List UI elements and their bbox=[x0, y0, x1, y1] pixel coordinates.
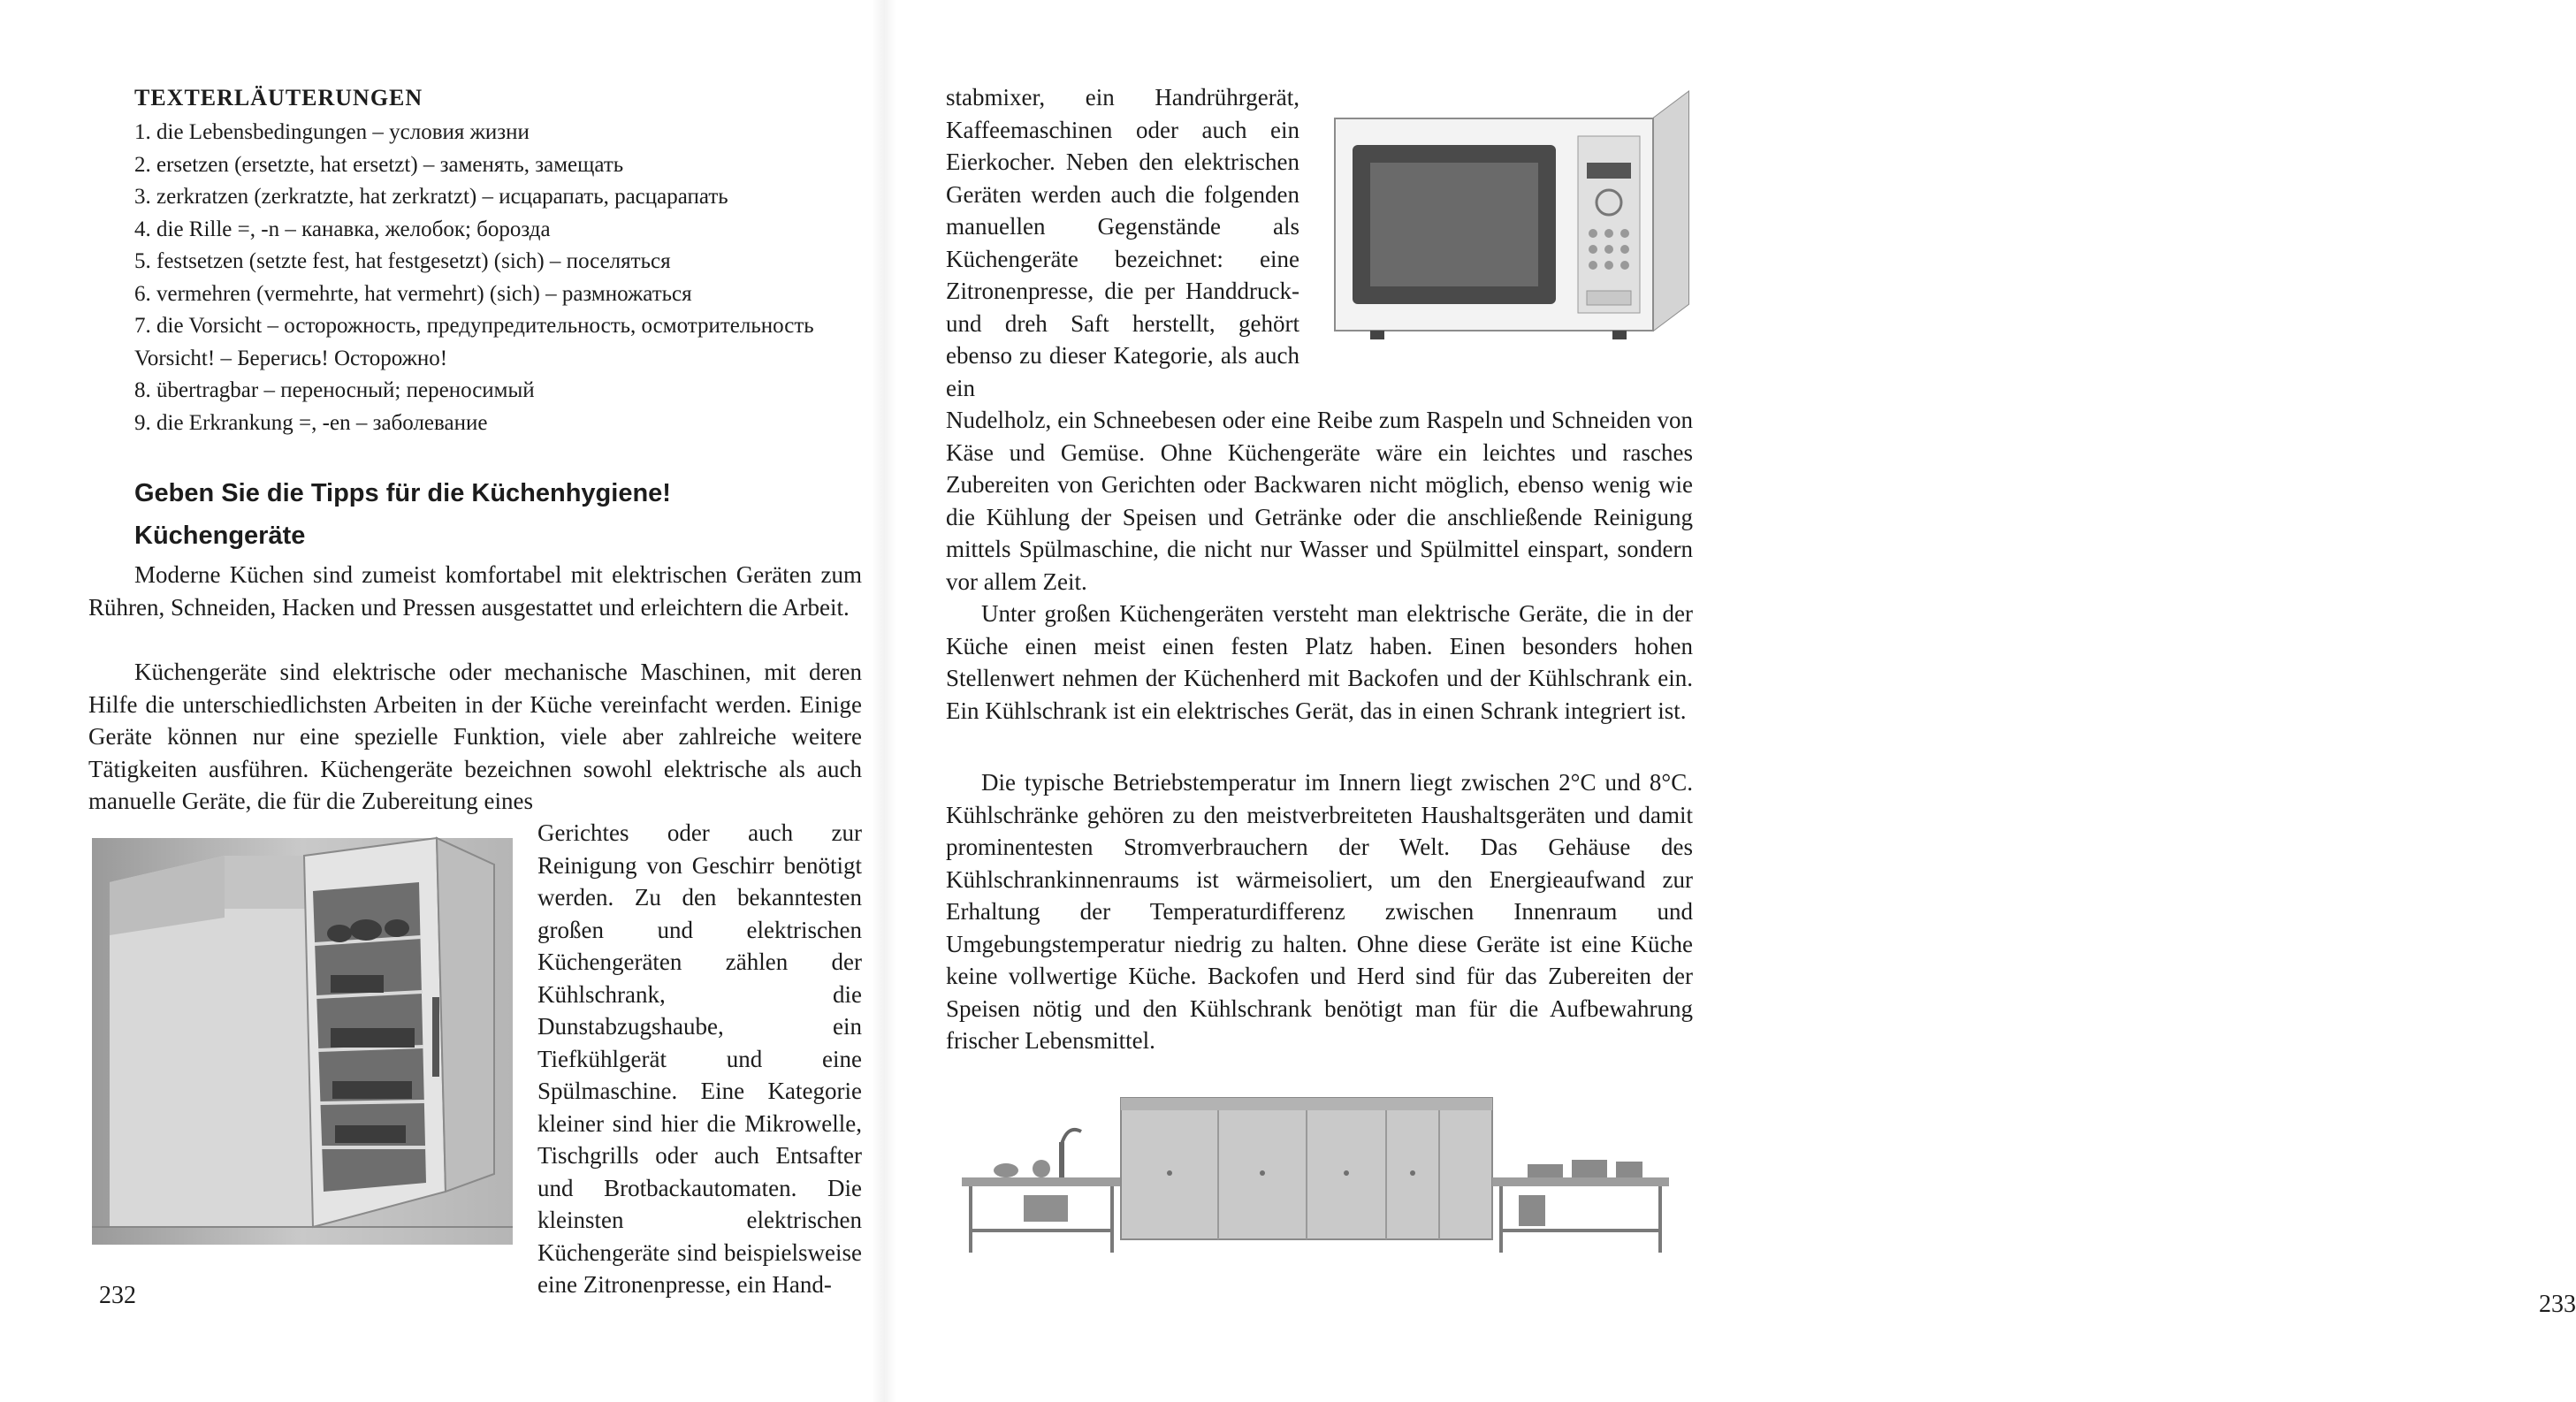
paragraph: Nudelholz, ein Schneebesen oder eine Reibe zum Raspeln und Schneiden von Käse und Gemüse. Ohne Küchengeräte wäre ein leichtes und rasches Zubereiten von Gerichten oder Backwaren nicht möglich, ebenso wenig wie die Kühlung der Speisen und Getränke oder die anschließende Reinigung mittels Spülmaschine, die nicht nur Wasser und Spülmittel einspart, sondern vor allem Zeit. bbox=[946, 407, 1693, 595]
paragraph: Die typische Betriebstemperatur im Innern liegt zwischen 2°C und 8°C. Kühlschränke gehören zu den meistverbreiteten Haushaltsgeräten und damit prominentesten Stromverbrauchern der Welt. Das Gehäuse des Kühlschrankinnenraums ist wärmeisoliert, um den Energieaufwand zur Erhaltung der Temperaturdifferenz zwischen Innenraum und Umgebungstemperatur niedrig zu halten. Ohne diese Geräte ist eine Küche keine vollwertige Küche. Backofen und Herd sind für das Zubereiten der Speisen nötig und den Kühlschrank benötigt man für die Aufbewahrung frischer Lebensmittel. bbox=[946, 769, 1693, 1054]
task-heading: Geben Sie die Tipps für die Küchenhygiene! bbox=[134, 479, 671, 507]
glossary-item: 5. festsetzen (setzte fest, hat festgesetzt) (sich) – поселяться bbox=[134, 249, 671, 273]
open-refrigerator-photo bbox=[92, 838, 513, 1245]
glossary-item: Vorsicht! – Берегись! Осторожно! bbox=[134, 346, 448, 370]
glossary-item: 9. die Erkrankung =, -en – заболевание bbox=[134, 410, 488, 435]
right-page bbox=[884, 0, 2576, 1402]
page-number: 232 bbox=[99, 1282, 136, 1309]
glossary-heading: TEXTERLÄUTERUNGEN bbox=[134, 85, 423, 110]
glossary-item: 6. vermehren (vermehrte, hat vermehrt) (sich) – размножаться bbox=[134, 281, 692, 306]
left-page bbox=[0, 0, 884, 1402]
paragraph: Moderne Küchen sind zumeist komfortabel mit elektrischen Geräten zum Rühren, Schneiden, Hacken und Pressen ausgestattet und erleichtern die Arbeit. bbox=[88, 561, 862, 621]
glossary-item: 3. zerkratzen (zerkratzte, hat zerkratzt) – исцарапать, расцарапать bbox=[134, 185, 728, 209]
microwave-oven-photo bbox=[1317, 92, 1697, 343]
glossary-list bbox=[88, 117, 866, 439]
page-number: 233 bbox=[2539, 1291, 2576, 1318]
glossary-item: 1. die Lebensbedingungen – условия жизни bbox=[134, 120, 530, 144]
paragraph: Küchengeräte sind elektrische oder mechanische Maschinen, mit deren Hilfe die unterschiedlichsten Arbeiten in der Küche vereinfacht werden. Einige Geräte können nur eine spezielle Funktion, viele aber zahlreiche weitere Tätigkeiten ausführen. Küchengeräte bezeichnen sowohl elektrische als auch manuelle Geräte, die für die Zubereitung eines bbox=[88, 659, 862, 814]
section-title: Küchengeräte bbox=[134, 522, 306, 550]
glossary-item: 2. ersetzen (ersetzte, hat ersetzt) – заменять, замещать bbox=[134, 152, 624, 177]
glossary-item: 8. übertragbar – переносный; переносимый bbox=[134, 378, 535, 402]
paragraph: Unter großen Küchengeräten versteht man elektrische Geräte, die in der Küche einen meist einen festen Platz haben. Einen besonders hohen Stellenwert nehmen der Küchenherd mit Backofen und der Kühlschrank ein. Ein Kühlschrank ist ein elektrisches Gerät, das in einen Schrank integriert ist. bbox=[946, 600, 1693, 724]
paragraph: Gerichtes oder auch zur Reinigung von Geschirr benötigt werden. Zu den bekanntesten großen und elektrischen Küchengeräten zählen der Kühlschrank, die Dunstabzugshaube, ein Tiefkühlgerät und eine Spülmaschine. Eine Kategorie kleiner sind hier die Mikrowelle, Tischgrills oder auch Entsafter und Brotbackautomaten. Die kleinsten elektrischen Küchengeräte sind beispielsweise eine Zitronenpresse, ein Hand- bbox=[537, 819, 862, 1298]
glossary-item: 7. die Vorsicht – осторожность, предупредительность, осмотрительность bbox=[134, 314, 814, 338]
paragraph: stabmixer, ein Handrührgerät, Kaffeemaschinen oder auch ein Eierkocher. Neben den elektrischen Geräten werden auch die folgenden manuellen Gegenstände als Küchengeräte bezeichnet: eine Zitronenpresse, die per Handdruck- und dreh Saft herstellt, gehört ebenso zu dieser Kategorie, als auch ein bbox=[946, 84, 1299, 401]
glossary-item: 4. die Rille =, -n – канавка, желобок; борозда bbox=[134, 217, 551, 241]
conveyor-dishwasher-photo bbox=[953, 1089, 1678, 1257]
